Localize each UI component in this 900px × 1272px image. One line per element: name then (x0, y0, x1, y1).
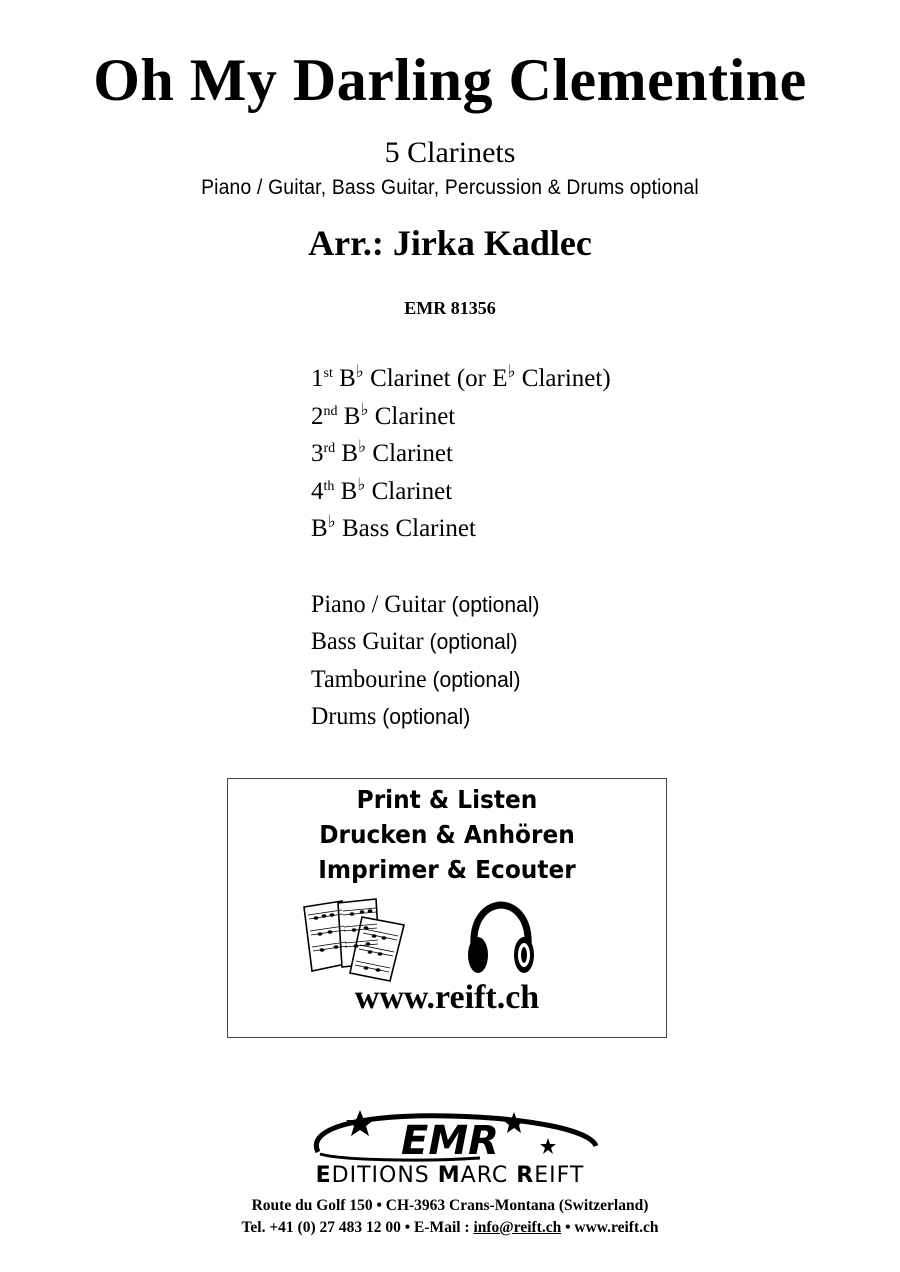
optional-part-name: Piano / Guitar (311, 590, 446, 618)
part-name: Clarinet (366, 440, 453, 467)
part-key: B (340, 477, 358, 505)
part-ordinal: 4 (311, 477, 324, 505)
arranger: Arr.: Jirka Kadlec (308, 223, 592, 263)
part-ordinal-suffix: st (323, 366, 333, 381)
publisher-contact (0, 1219, 900, 1237)
part-name-alt: Clarinet) (515, 365, 611, 392)
flat-icon: ♭ (357, 474, 366, 494)
part-ordinal-suffix: th (323, 478, 335, 494)
page-title: Oh My Darling Clementine (93, 47, 807, 113)
part-key: B (343, 402, 361, 430)
optional-part-note: (optional) (445, 591, 540, 617)
parts-spacer (311, 548, 611, 586)
part-ordinal: 3 (311, 440, 324, 467)
publisher-name-part: R (516, 1163, 535, 1188)
subtitle: 5 Clarinets (384, 136, 516, 169)
publisher-name-part: E (315, 1163, 332, 1188)
sheet-music-icon (300, 897, 412, 983)
optional-part-note: (optional) (423, 629, 518, 654)
flat-icon: ♭ (358, 437, 367, 456)
optional-instruments: Piano / Guitar, Bass Guitar, Percussion & Drums optional (201, 176, 699, 199)
optional-part-note: (optional) (376, 704, 471, 729)
part-key: B (311, 515, 328, 542)
part-key: B (341, 440, 359, 467)
flat-icon: ♭ (327, 512, 336, 531)
optional-part-3 (311, 661, 599, 699)
optional-part-1 (311, 586, 599, 624)
contact-phone: Tel. +41 (0) 27 483 12 00 • E-Mail : (241, 1219, 474, 1236)
optional-part-note: (optional) (426, 666, 521, 692)
email-link[interactable]: info@reift.ch (473, 1219, 562, 1236)
promo-line-german: Drucken & Anhören (319, 820, 575, 849)
publisher-name-part: EIFT (534, 1163, 585, 1188)
publisher-name-part: M (437, 1163, 461, 1188)
optional-part-name: Tambourine (311, 665, 427, 693)
optional-part-name: Drums (311, 703, 377, 730)
contact-website: • www.reift.ch (561, 1219, 659, 1236)
publisher-name (0, 1163, 900, 1188)
instrument-parts-list (311, 360, 611, 736)
flat-icon: ♭ (360, 399, 369, 419)
part-name: Clarinet (365, 477, 453, 505)
promo-line-french: Imprimer & Ecouter (318, 855, 576, 884)
part-name: Bass Clarinet (335, 515, 476, 542)
website-link[interactable]: www.reift.ch (354, 979, 540, 1016)
print-listen-box (227, 778, 667, 1038)
part-ordinal-suffix: nd (323, 403, 338, 419)
part-4 (311, 473, 611, 511)
part-ordinal: 1 (311, 365, 324, 392)
publisher-name-part: ARC (460, 1163, 517, 1188)
flat-icon: ♭ (355, 362, 364, 381)
optional-part-name: Bass Guitar (311, 628, 424, 655)
part-1 (311, 360, 611, 398)
part-5 (311, 510, 611, 548)
part-name: Clarinet (368, 402, 456, 430)
emr-logo-text: EMR (401, 1118, 499, 1164)
optional-part-4 (311, 698, 599, 736)
part-2 (311, 398, 611, 436)
part-name: Clarinet (or E (363, 365, 508, 392)
flat-icon: ♭ (507, 362, 516, 381)
emr-logo (300, 1108, 600, 1164)
publisher-name-part: DITIONS (331, 1163, 438, 1188)
part-ordinal: 2 (311, 402, 324, 430)
headphones-icon (466, 901, 536, 979)
promo-line-english: Print & Listen (356, 785, 538, 814)
optional-part-2 (311, 623, 599, 661)
part-ordinal-suffix: rd (323, 441, 336, 456)
part-key: B (339, 365, 356, 392)
catalog-number: EMR 81356 (404, 298, 496, 318)
part-3 (311, 435, 611, 473)
publisher-address: Route du Golf 150 • CH-3963 Crans-Montana (Switzerland) (251, 1197, 649, 1214)
